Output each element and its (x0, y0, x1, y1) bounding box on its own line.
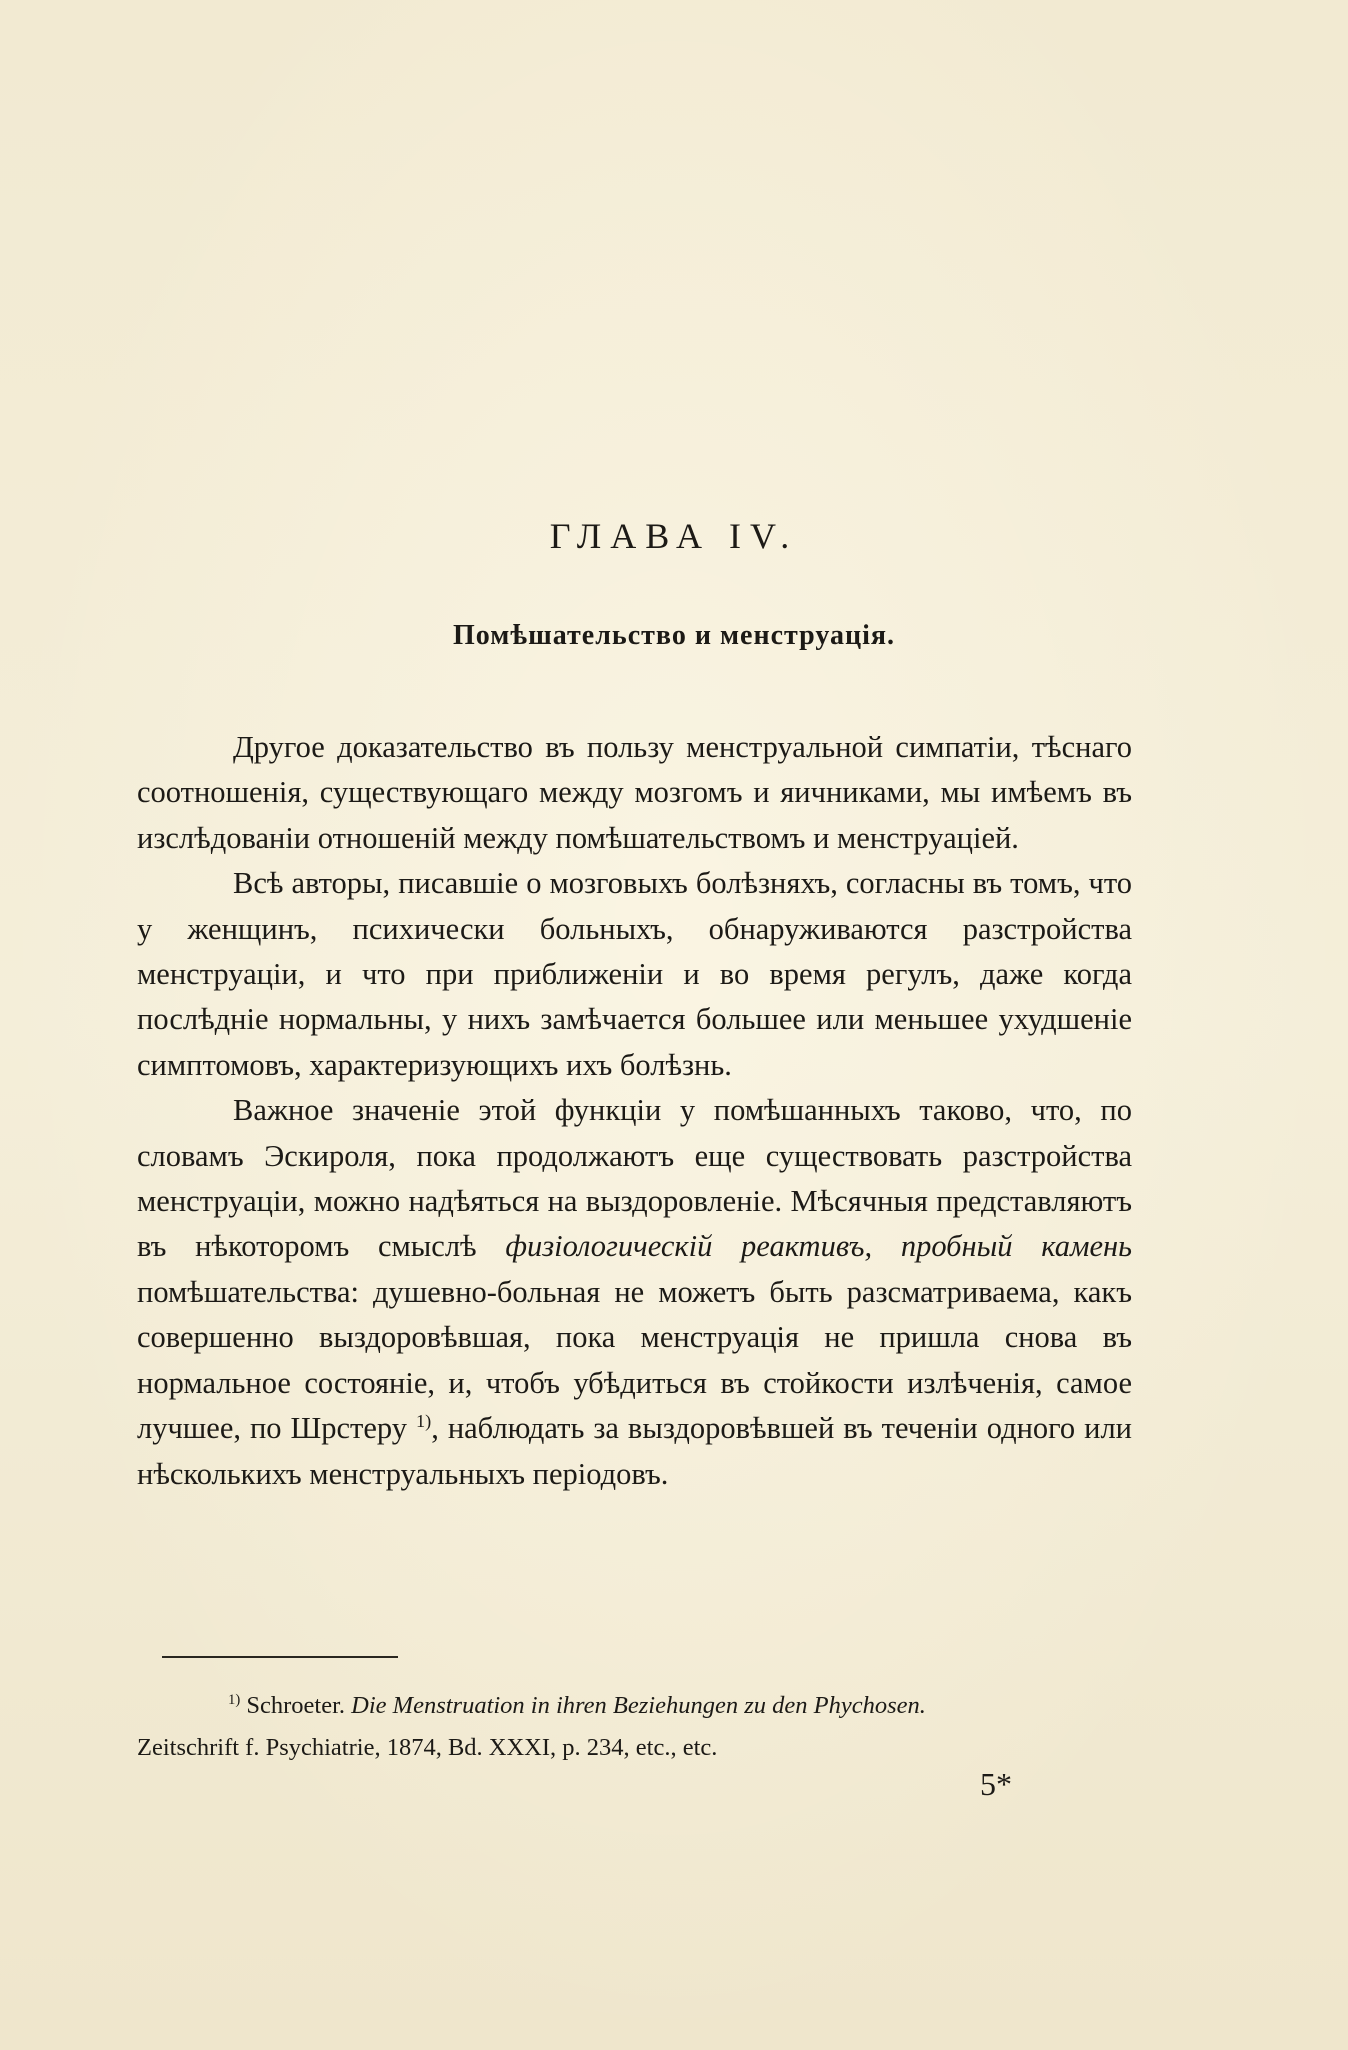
footnote-line-1 (137, 1685, 1132, 1727)
paragraph-3-part-2: помѣшательства: душевно-больная не можетъ быть разсматриваема, какъ совершенно выздоровѣвшая, пока менструація не пришла снова въ нормальное состояніе, и, чтобъ убѣдиться въ стойкости излѣченія, самое лучшее, по Шрстеру (137, 1274, 1132, 1446)
footnote-author: Schroeter. (246, 1692, 346, 1719)
footnote-divider (162, 1656, 398, 1658)
footnote (137, 1685, 1132, 1769)
paragraph-3-italic: физіологическій реактивъ, пробный камень (505, 1229, 1132, 1264)
footnote-marker: 1) (228, 1691, 241, 1708)
paragraph-2: Всѣ авторы, писавшіе о мозговыхъ болѣзняхъ, согласны въ томъ, что у женщинъ, психически больныхъ, обнаруживаются разстройства менструаціи, и что при приближеніи и во время регулъ, даже когда послѣдніе нормальны, у нихъ замѣчается большее или меньшее ухудшеніе симптомовъ, характеризующихъ ихъ болѣзнь. (137, 866, 1132, 1082)
chapter-title: ГЛАВА IV. (549, 516, 799, 556)
footnote-reference: 1) (416, 1410, 432, 1431)
footnote-source: Zeitschrift f. Psychiatrie, 1874, Bd. XXXI, p. 234, etc., etc. (137, 1734, 718, 1761)
page-number: 5* (980, 1766, 1012, 1802)
paragraph-3-part-1: Важное значеніе этой функціи у помѣшанныхъ таково, что, по словамъ Эскироля, пока продолжаютъ еще существовать разстройства менструаціи, можно надѣяться на выздоровленіе. Мѣсячныя представляютъ въ нѣкоторомъ смыслѣ (137, 1093, 1132, 1264)
body-text (137, 725, 1132, 1497)
section-title: Помѣшательство и менструація. (452, 620, 896, 651)
paragraph-3-part-3: , наблюдать за выздоровѣвшей въ теченіи одного или нѣсколькихъ менструальныхъ періодовъ. (137, 1411, 1133, 1491)
paragraph-3 (137, 1088, 1132, 1497)
footnote-title: Die Menstruation in ihren Beziehungen zu den Phychosen. (351, 1692, 926, 1719)
paragraph-1: Другое доказательство въ пользу менструальной симпатіи, тѣснаго соотношенія, существующаго между мозгомъ и яичниками, мы имѣемъ въ изслѣдованіи отношеній между помѣшательствомъ и менструаціей. (137, 730, 1132, 855)
